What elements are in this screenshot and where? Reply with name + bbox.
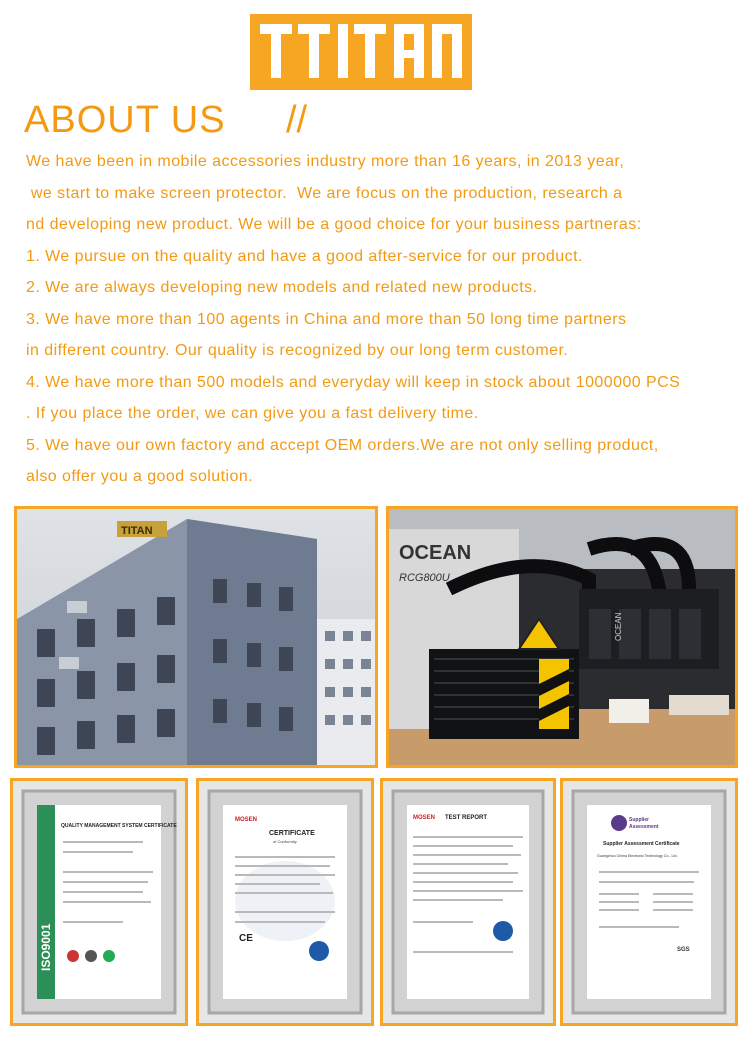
cert-title: Supplier Assessment Certificate	[603, 841, 680, 847]
factory-building-photo	[14, 506, 378, 768]
cert-title: CERTIFICATE	[269, 830, 315, 837]
about-paragraph	[26, 146, 738, 493]
about-line: also offer you a good solution.	[26, 468, 254, 485]
about-line: 2. We are always developing new models and related new products.	[26, 279, 538, 296]
logo-sub-letter: E	[350, 78, 357, 88]
cert-brand: MOSEN	[235, 817, 258, 823]
cert-title: TEST REPORT	[445, 815, 488, 821]
machine-unit-label: OCEAN	[614, 612, 623, 641]
about-title: ABOUT US	[24, 99, 226, 141]
machine-brand: OCEAN	[399, 542, 472, 564]
cert-side-label: ISO9001	[39, 923, 53, 971]
about-line: in different country. Our quality is recognized by our long term customer.	[26, 342, 569, 359]
factory-machine-photo	[386, 506, 738, 768]
about-line: 4. We have more than 500 models and everyday will keep in stock about 1000000 PCS	[26, 373, 681, 391]
titan-logo	[250, 14, 472, 90]
about-line: We have been in mobile accessories industry more than 16 years, in 2013 year,	[26, 153, 625, 170]
certificate-test-report	[380, 778, 556, 1026]
cert-title: QUALITY MANAGEMENT SYSTEM CERTIFICATE	[61, 823, 177, 829]
about-line: 5. We have our own factory and accept OEM orders.We are not only selling product,	[26, 436, 659, 454]
about-line: 1. We pursue on the quality and have a good after-service for our product.	[26, 247, 583, 265]
about-line: . If you place the order, we can give you a fast delivery time.	[26, 405, 479, 422]
about-line: nd developing new product. We will be a good choice for your business partneras:	[26, 216, 642, 233]
machine-model: RCG800U	[399, 572, 450, 584]
logo-sub-letter: H	[426, 78, 433, 88]
certificate-iso9001	[10, 778, 188, 1026]
logo-sub-letter: T	[312, 78, 318, 88]
cert-subtitle: of Conformity	[273, 839, 297, 844]
about-slash: //	[286, 99, 308, 141]
building-sign: TITAN	[121, 525, 153, 537]
about-line: 3. We have more than 100 agents in China and more than 50 long time partners	[26, 310, 627, 328]
cert-mark: SGS	[677, 947, 690, 953]
cert-badge-line1: Supplier	[629, 817, 650, 823]
about-line: we start to make screen protector. We are focus on the production, research a	[26, 184, 623, 202]
cert-mark: CE	[239, 933, 253, 944]
cert-badge-line2: Assessment	[629, 824, 659, 830]
certificate-ce	[196, 778, 374, 1026]
logo-sub-letter: C	[390, 78, 397, 88]
cert-company: Guangzhou Chima Electronic Technology Co., Ltd.	[597, 854, 678, 858]
certificate-supplier-assessment	[560, 778, 738, 1026]
cert-brand: MOSEN	[413, 815, 436, 821]
